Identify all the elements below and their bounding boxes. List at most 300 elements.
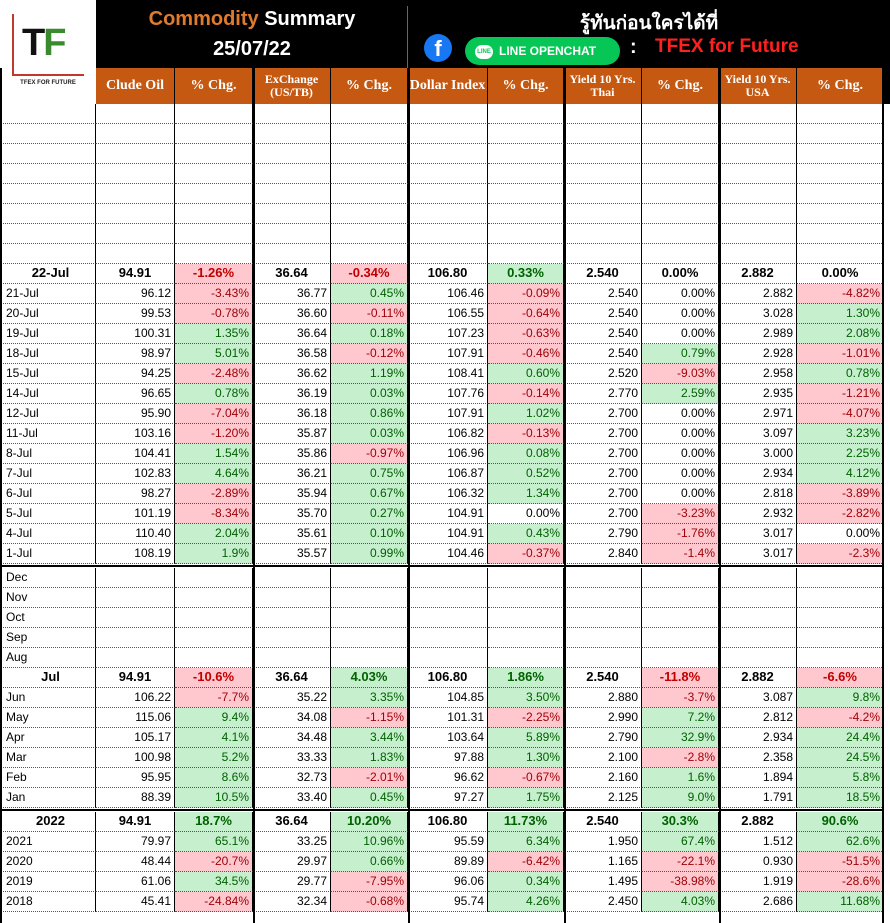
pct-change-cell: 3.44% — [331, 728, 408, 748]
row-label: Oct — [0, 608, 96, 628]
value-cell: 45.41 — [96, 892, 175, 912]
value-cell: 2.700 — [564, 504, 642, 524]
value-cell — [564, 144, 642, 164]
value-cell: 1.791 — [719, 788, 797, 808]
pct-change-cell: -8.34% — [175, 504, 253, 524]
value-cell: 106.80 — [408, 668, 488, 688]
pct-change-cell: -7.95% — [331, 872, 408, 892]
pct-change-cell: -4.82% — [797, 284, 884, 304]
row-label: 2020 — [0, 852, 96, 872]
pct-change-cell: -0.64% — [488, 304, 564, 324]
value-cell — [564, 588, 642, 608]
row-label — [0, 124, 96, 144]
section-divider — [0, 809, 884, 811]
value-cell: 2.935 — [719, 384, 797, 404]
pct-change-cell: 4.12% — [797, 464, 884, 484]
value-cell — [564, 224, 642, 244]
value-cell: 106.32 — [408, 484, 488, 504]
value-cell: 102.83 — [96, 464, 175, 484]
value-cell: 106.96 — [408, 444, 488, 464]
value-cell: 96.12 — [96, 284, 175, 304]
value-cell — [408, 104, 488, 124]
value-cell: 35.70 — [253, 504, 331, 524]
value-cell — [719, 164, 797, 184]
row-label: Jan — [0, 788, 96, 808]
pct-change-cell: 0.00% — [642, 264, 719, 284]
pct-change-cell — [797, 204, 884, 224]
pct-change-cell — [642, 184, 719, 204]
pct-change-cell: 0.00% — [642, 304, 719, 324]
value-cell: 88.39 — [96, 788, 175, 808]
pct-change-cell: 9.8% — [797, 688, 884, 708]
value-cell: 2.540 — [564, 812, 642, 832]
pct-change-cell: -0.14% — [488, 384, 564, 404]
value-cell: 106.22 — [96, 688, 175, 708]
pct-change-cell: -22.1% — [642, 852, 719, 872]
value-cell — [408, 184, 488, 204]
pct-change-cell: -1.21% — [797, 384, 884, 404]
value-cell: 95.74 — [408, 892, 488, 912]
group-border — [719, 68, 721, 923]
value-cell — [408, 124, 488, 144]
column-header: Yield 10 Yrs. Thai — [564, 68, 642, 104]
pct-change-cell: 0.00% — [642, 404, 719, 424]
value-cell: 104.46 — [408, 544, 488, 564]
pct-change-cell: 10.5% — [175, 788, 253, 808]
value-cell: 107.91 — [408, 404, 488, 424]
pct-change-cell: 1.34% — [488, 484, 564, 504]
value-cell: 2.934 — [719, 464, 797, 484]
row-label: Apr — [0, 728, 96, 748]
value-cell — [253, 104, 331, 124]
pct-change-cell: -1.01% — [797, 344, 884, 364]
value-cell: 2.450 — [564, 892, 642, 912]
pct-change-cell: 0.10% — [331, 524, 408, 544]
pct-change-cell: 11.68% — [797, 892, 884, 912]
value-cell — [408, 204, 488, 224]
value-cell: 61.06 — [96, 872, 175, 892]
pct-change-cell — [331, 104, 408, 124]
value-cell: 36.18 — [253, 404, 331, 424]
value-cell: 2.358 — [719, 748, 797, 768]
pct-change-cell: 0.03% — [331, 424, 408, 444]
value-cell: 36.64 — [253, 812, 331, 832]
row-label: 21-Jul — [0, 284, 96, 304]
pct-change-cell — [642, 648, 719, 668]
value-cell: 101.31 — [408, 708, 488, 728]
value-cell — [253, 164, 331, 184]
value-cell: 2.790 — [564, 728, 642, 748]
value-cell — [96, 164, 175, 184]
pct-change-cell: -2.25% — [488, 708, 564, 728]
pct-change-cell: 0.00% — [642, 324, 719, 344]
pct-change-cell: 1.02% — [488, 404, 564, 424]
pct-change-cell — [175, 184, 253, 204]
value-cell — [719, 184, 797, 204]
pct-change-cell — [488, 608, 564, 628]
row-label: 14-Jul — [0, 384, 96, 404]
pct-change-cell — [642, 244, 719, 264]
pct-change-cell — [331, 204, 408, 224]
value-cell: 2.989 — [719, 324, 797, 344]
value-cell: 104.85 — [408, 688, 488, 708]
pct-change-cell: -3.89% — [797, 484, 884, 504]
value-cell — [253, 124, 331, 144]
value-cell — [719, 244, 797, 264]
pct-change-cell: 7.2% — [642, 708, 719, 728]
pct-change-cell: -7.04% — [175, 404, 253, 424]
value-cell: 106.80 — [408, 812, 488, 832]
value-cell — [96, 588, 175, 608]
value-cell: 33.25 — [253, 832, 331, 852]
pct-change-cell — [797, 588, 884, 608]
pct-change-cell — [797, 648, 884, 668]
pct-change-cell — [488, 588, 564, 608]
pct-change-cell: 5.2% — [175, 748, 253, 768]
pct-change-cell: -9.03% — [642, 364, 719, 384]
value-cell — [96, 628, 175, 648]
value-cell — [719, 568, 797, 588]
page-title: Commodity Summary — [148, 8, 356, 30]
value-cell — [564, 204, 642, 224]
value-cell: 98.27 — [96, 484, 175, 504]
pct-change-cell — [331, 628, 408, 648]
value-cell: 3.028 — [719, 304, 797, 324]
pct-change-cell: -4.07% — [797, 404, 884, 424]
value-cell — [408, 648, 488, 668]
pct-change-cell — [175, 588, 253, 608]
row-label: 11-Jul — [0, 424, 96, 444]
pct-change-cell: -3.23% — [642, 504, 719, 524]
pct-change-cell — [175, 628, 253, 648]
pct-change-cell — [642, 628, 719, 648]
row-label: Aug — [0, 648, 96, 668]
logo-subtitle: TFEX FOR FUTURE — [20, 80, 76, 86]
value-cell — [719, 104, 797, 124]
value-cell — [564, 244, 642, 264]
pct-change-cell: 8.6% — [175, 768, 253, 788]
value-cell: 2.818 — [719, 484, 797, 504]
pct-change-cell — [642, 124, 719, 144]
value-cell — [96, 224, 175, 244]
value-cell — [253, 144, 331, 164]
pct-change-cell — [797, 244, 884, 264]
pct-change-cell: 1.86% — [488, 668, 564, 688]
value-cell: 96.06 — [408, 872, 488, 892]
value-cell — [408, 224, 488, 244]
value-cell: 106.55 — [408, 304, 488, 324]
pct-change-cell — [797, 124, 884, 144]
pct-change-cell — [175, 568, 253, 588]
pct-change-cell — [488, 144, 564, 164]
pct-change-cell: 2.04% — [175, 524, 253, 544]
pct-change-cell — [175, 244, 253, 264]
value-cell: 2.928 — [719, 344, 797, 364]
row-label: 22-Jul — [0, 264, 96, 284]
value-cell: 29.97 — [253, 852, 331, 872]
tagline: รู้ทันก่อนใครได้ที่ — [579, 12, 719, 34]
value-cell: 35.94 — [253, 484, 331, 504]
value-cell: 35.22 — [253, 688, 331, 708]
pct-change-cell: -0.34% — [331, 264, 408, 284]
pct-change-cell — [797, 144, 884, 164]
pct-change-cell: 0.00% — [642, 424, 719, 444]
row-label — [0, 244, 96, 264]
value-cell: 107.76 — [408, 384, 488, 404]
pct-change-cell: -1.26% — [175, 264, 253, 284]
value-cell: 2.700 — [564, 444, 642, 464]
pct-change-cell: 0.00% — [797, 264, 884, 284]
value-cell: 2.882 — [719, 812, 797, 832]
value-cell — [253, 244, 331, 264]
pct-change-cell — [331, 648, 408, 668]
pct-change-cell — [331, 164, 408, 184]
pct-change-cell: -0.68% — [331, 892, 408, 912]
pct-change-cell — [797, 628, 884, 648]
value-cell: 32.73 — [253, 768, 331, 788]
pct-change-cell — [797, 104, 884, 124]
value-cell: 2.125 — [564, 788, 642, 808]
pct-change-cell: -0.11% — [331, 304, 408, 324]
value-cell: 2.840 — [564, 544, 642, 564]
row-label: May — [0, 708, 96, 728]
pct-change-cell — [488, 204, 564, 224]
value-cell: 2.540 — [564, 668, 642, 688]
value-cell — [408, 568, 488, 588]
pct-change-cell: 5.8% — [797, 768, 884, 788]
value-cell: 2.880 — [564, 688, 642, 708]
value-cell: 94.25 — [96, 364, 175, 384]
tfex-logo — [0, 0, 96, 104]
value-cell — [253, 648, 331, 668]
pct-change-cell: -2.3% — [797, 544, 884, 564]
value-cell — [96, 648, 175, 668]
value-cell: 2.700 — [564, 464, 642, 484]
value-cell: 29.77 — [253, 872, 331, 892]
value-cell: 2.100 — [564, 748, 642, 768]
row-label: 4-Jul — [0, 524, 96, 544]
pct-change-cell: 65.1% — [175, 832, 253, 852]
value-cell: 1.894 — [719, 768, 797, 788]
row-label — [0, 204, 96, 224]
pct-change-cell — [642, 588, 719, 608]
value-cell: 2.958 — [719, 364, 797, 384]
line-openchat-button[interactable]: LINE LINE OPENCHAT — [465, 37, 620, 65]
pct-change-cell: 3.23% — [797, 424, 884, 444]
pct-change-cell: 1.83% — [331, 748, 408, 768]
value-cell: 36.62 — [253, 364, 331, 384]
value-cell — [96, 184, 175, 204]
pct-change-cell — [331, 124, 408, 144]
separator-colon: : — [630, 36, 637, 58]
value-cell: 2.540 — [564, 344, 642, 364]
pct-change-cell — [488, 648, 564, 668]
value-cell: 79.97 — [96, 832, 175, 852]
pct-change-cell: -6.42% — [488, 852, 564, 872]
pct-change-cell: -0.09% — [488, 284, 564, 304]
pct-change-cell: -6.6% — [797, 668, 884, 688]
pct-change-cell: 5.89% — [488, 728, 564, 748]
pct-change-cell: 0.00% — [797, 524, 884, 544]
value-cell — [408, 628, 488, 648]
row-label: Feb — [0, 768, 96, 788]
pct-change-cell: 0.00% — [488, 504, 564, 524]
value-cell: 106.87 — [408, 464, 488, 484]
pct-change-cell: 0.86% — [331, 404, 408, 424]
pct-change-cell: 0.00% — [642, 484, 719, 504]
value-cell: 106.82 — [408, 424, 488, 444]
row-label — [0, 164, 96, 184]
pct-change-cell: -4.2% — [797, 708, 884, 728]
line-icon: LINE — [475, 45, 493, 59]
value-cell: 2.540 — [564, 304, 642, 324]
value-cell — [719, 608, 797, 628]
row-label: Jun — [0, 688, 96, 708]
value-cell: 36.21 — [253, 464, 331, 484]
pct-change-cell: 0.34% — [488, 872, 564, 892]
pct-change-cell: 62.6% — [797, 832, 884, 852]
pct-change-cell: -0.78% — [175, 304, 253, 324]
pct-change-cell: -2.8% — [642, 748, 719, 768]
value-cell: 1.919 — [719, 872, 797, 892]
row-label: Sep — [0, 628, 96, 648]
value-cell: 1.950 — [564, 832, 642, 852]
pct-change-cell — [331, 608, 408, 628]
pct-change-cell: -1.20% — [175, 424, 253, 444]
value-cell: 2.540 — [564, 284, 642, 304]
pct-change-cell — [797, 224, 884, 244]
pct-change-cell: -0.37% — [488, 544, 564, 564]
pct-change-cell — [175, 608, 253, 628]
value-cell: 2.160 — [564, 768, 642, 788]
pct-change-cell — [488, 244, 564, 264]
pct-change-cell: 4.03% — [642, 892, 719, 912]
pct-change-cell: 1.19% — [331, 364, 408, 384]
row-label: 18-Jul — [0, 344, 96, 364]
pct-change-cell: -0.46% — [488, 344, 564, 364]
value-cell: 36.64 — [253, 668, 331, 688]
value-cell: 1.495 — [564, 872, 642, 892]
pct-change-cell: -7.7% — [175, 688, 253, 708]
value-cell: 96.65 — [96, 384, 175, 404]
pct-change-cell: 0.75% — [331, 464, 408, 484]
value-cell — [253, 204, 331, 224]
group-border — [882, 68, 884, 923]
column-header: Clude Oil — [96, 68, 175, 104]
value-cell: 104.41 — [96, 444, 175, 464]
pct-change-cell: 0.45% — [331, 284, 408, 304]
value-cell: 35.57 — [253, 544, 331, 564]
pct-change-cell: -20.7% — [175, 852, 253, 872]
pct-change-cell: 10.20% — [331, 812, 408, 832]
facebook-icon[interactable]: f — [424, 34, 452, 62]
pct-change-cell: 0.03% — [331, 384, 408, 404]
pct-change-cell: 32.9% — [642, 728, 719, 748]
pct-change-cell: 0.27% — [331, 504, 408, 524]
pct-change-cell: -2.89% — [175, 484, 253, 504]
value-cell: 2.934 — [719, 728, 797, 748]
logo-letters: TF — [22, 22, 65, 64]
pct-change-cell — [642, 164, 719, 184]
value-cell: 98.97 — [96, 344, 175, 364]
value-cell: 2.812 — [719, 708, 797, 728]
pct-change-cell: 1.9% — [175, 544, 253, 564]
value-cell — [408, 164, 488, 184]
column-header: Yield 10 Yrs. USA — [719, 68, 797, 104]
pct-change-cell: 1.30% — [797, 304, 884, 324]
value-cell: 94.91 — [96, 264, 175, 284]
pct-change-cell: 3.35% — [331, 688, 408, 708]
value-cell: 100.31 — [96, 324, 175, 344]
value-cell: 2.932 — [719, 504, 797, 524]
value-cell: 2.770 — [564, 384, 642, 404]
row-label: 2021 — [0, 832, 96, 852]
pct-change-cell: -2.01% — [331, 768, 408, 788]
value-cell: 2.971 — [719, 404, 797, 424]
pct-change-cell — [488, 164, 564, 184]
pct-change-cell: 3.50% — [488, 688, 564, 708]
row-label — [0, 184, 96, 204]
pct-change-cell — [488, 568, 564, 588]
value-cell: 34.48 — [253, 728, 331, 748]
pct-change-cell: 0.78% — [175, 384, 253, 404]
pct-change-cell: -0.63% — [488, 324, 564, 344]
column-header: % Chg. — [331, 68, 408, 104]
value-cell: 34.08 — [253, 708, 331, 728]
pct-change-cell — [331, 588, 408, 608]
pct-change-cell — [488, 104, 564, 124]
pct-change-cell: -24.84% — [175, 892, 253, 912]
pct-change-cell: 0.79% — [642, 344, 719, 364]
value-cell — [253, 224, 331, 244]
pct-change-cell: -3.43% — [175, 284, 253, 304]
value-cell: 107.91 — [408, 344, 488, 364]
pct-change-cell: 0.00% — [642, 284, 719, 304]
pct-change-cell — [642, 144, 719, 164]
value-cell — [719, 224, 797, 244]
column-header: % Chg. — [488, 68, 564, 104]
pct-change-cell — [331, 568, 408, 588]
row-label: 20-Jul — [0, 304, 96, 324]
value-cell — [253, 628, 331, 648]
column-header: % Chg. — [797, 68, 884, 104]
pct-change-cell: -1.4% — [642, 544, 719, 564]
value-cell: 35.86 — [253, 444, 331, 464]
pct-change-cell — [488, 184, 564, 204]
pct-change-cell — [797, 184, 884, 204]
value-cell: 36.58 — [253, 344, 331, 364]
pct-change-cell: -3.7% — [642, 688, 719, 708]
value-cell: 2.540 — [564, 324, 642, 344]
pct-change-cell: 2.25% — [797, 444, 884, 464]
pct-change-cell: -38.98% — [642, 872, 719, 892]
pct-change-cell: 9.4% — [175, 708, 253, 728]
pct-change-cell — [331, 244, 408, 264]
value-cell — [719, 204, 797, 224]
value-cell: 97.88 — [408, 748, 488, 768]
value-cell: 3.097 — [719, 424, 797, 444]
value-cell — [253, 184, 331, 204]
value-cell: 2.882 — [719, 668, 797, 688]
value-cell: 1.165 — [564, 852, 642, 872]
value-cell: 1.512 — [719, 832, 797, 852]
value-cell — [719, 588, 797, 608]
pct-change-cell — [642, 204, 719, 224]
pct-change-cell: 9.0% — [642, 788, 719, 808]
value-cell: 108.19 — [96, 544, 175, 564]
group-name: TFEX for Future — [655, 36, 799, 57]
value-cell: 108.41 — [408, 364, 488, 384]
